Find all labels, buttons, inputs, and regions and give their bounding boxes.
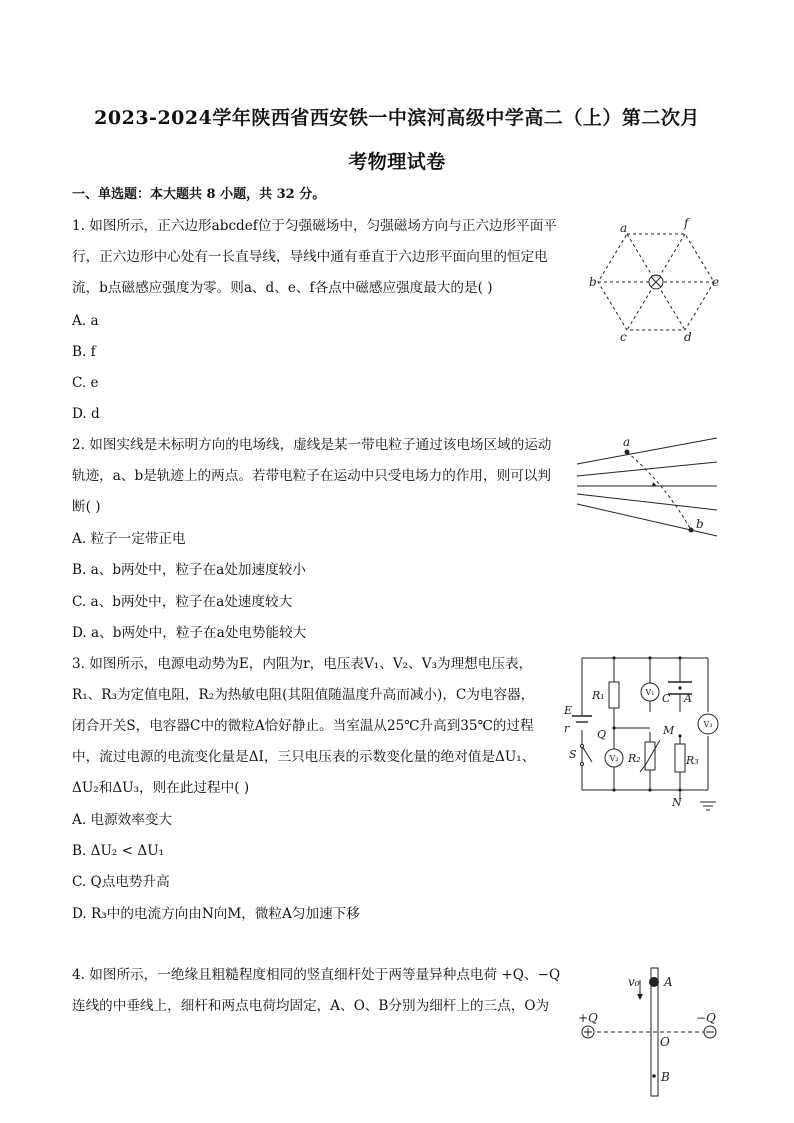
q4-text-line-2: 连线的中垂线上，细杆和两点电荷均固定，A、O、B分别为细杆上的三点，O为 <box>72 998 550 1014</box>
positive-charge-icon <box>582 1026 594 1038</box>
q2-text-line-3: 断( ) <box>72 499 101 515</box>
label-V2: V₂ <box>609 754 619 763</box>
label-V1: V₁ <box>645 688 655 697</box>
q3-option-b: B. ΔU₂ < ΔU₁ <box>72 843 165 859</box>
q3-text-line-5: ΔU₂和ΔU₃，则在此过程中( ) <box>72 780 250 796</box>
label-v0: v₀ <box>628 975 640 989</box>
battery-icon <box>572 716 592 722</box>
label-f: f <box>684 216 689 230</box>
q2-option-b: B. a、b两处中，粒子在a处加速度较小 <box>72 562 306 578</box>
label-M: M <box>663 724 675 737</box>
label-b: b <box>589 275 597 289</box>
label-c: c <box>620 330 627 344</box>
label-A: A <box>664 975 673 989</box>
exam-title-line-1: 2023-2024学年陕西省西安铁一中滨河高级中学高二（上）第二次月 <box>94 107 700 129</box>
q1-text-line-2: 行，正六边形中心处有一长直导线，导线中通有垂直于六边形平面向里的恒定电 <box>72 249 548 265</box>
q3-option-c: C. Q点电势升高 <box>72 874 170 890</box>
q2-option-c: C. a、b两处中，粒子在a处速度较大 <box>72 594 293 610</box>
q2-text-line-1: 2. 如图实线是未标明方向的电场线，虚线是某一带电粒子通过该电场区域的运动 <box>72 437 552 453</box>
label-R3: R₃ <box>686 754 699 767</box>
label-a: a <box>620 221 628 235</box>
q3-text-line-4: 中，流过电源的电流变化量是ΔI，三只电压表的示数变化量的绝对值是ΔU₁、 <box>72 749 536 765</box>
label-a: a <box>623 435 631 449</box>
label-V3: V₃ <box>703 720 713 729</box>
q1-text-line-1: 1. 如图所示，正六边形abcdef位于匀强磁场中，匀强磁场方向与正六边形平面平 <box>72 218 557 234</box>
q3-text-line-1: 3. 如图所示，电源电动势为E，内阻为r，电压表V₁、V₂、V₃为理想电压表， <box>72 656 533 672</box>
label-B: B <box>661 1070 670 1084</box>
q1-option-d: D. d <box>72 406 100 422</box>
q3-option-a: A. 电源效率变大 <box>72 812 173 828</box>
q3-text-line-2: R₁、R₃为定值电阻，R₂为热敏电阻(其阻值随温度升高而减小)，C为电容器， <box>72 687 535 703</box>
thermistor-r2 <box>640 740 660 772</box>
q1-option-c: C. e <box>72 375 99 391</box>
negative-charge-icon <box>704 1026 716 1038</box>
q2-option-d: D. a、b两处中，粒子在a处电势能较大 <box>72 625 307 641</box>
q1-option-a: A. a <box>72 313 99 329</box>
q3-text-line-3: 闭合开关S，电容器C中的微粒A恰好静止。当室温从25℃升高到35℃的过程 <box>72 718 534 734</box>
label-plus-q: +Q <box>578 1011 598 1025</box>
section-header: 一、单选题：本大题共 8 小题，共 32 分。 <box>72 187 326 202</box>
label-E: E <box>564 704 573 717</box>
label-d: d <box>684 330 692 344</box>
electric-field-figure <box>575 432 723 544</box>
exam-title-line-2: 考物理试卷 <box>348 151 446 173</box>
label-R2: R₂ <box>628 752 641 765</box>
label-O: O <box>660 1035 670 1049</box>
charges-rod-figure <box>570 962 730 1102</box>
label-b: b <box>696 517 704 531</box>
label-Q: Q <box>597 728 607 741</box>
label-minus-q: −Q <box>696 1011 716 1025</box>
resistor-r3 <box>675 744 685 772</box>
label-S: S <box>569 748 577 761</box>
label-r: r <box>564 722 570 735</box>
label-C: C <box>662 692 671 705</box>
resistor-r1 <box>609 682 619 708</box>
q2-text-line-2: 轨迹，a、b是轨迹上的两点。若带电粒子在运动中只受电场力的作用，则可以判 <box>72 468 551 484</box>
label-R1: R₁ <box>592 689 605 702</box>
label-N: N <box>672 796 682 809</box>
label-e: e <box>712 275 720 289</box>
q4-text-line-1: 4. 如图所示，一绝缘且粗糙程度相同的竖直细杆处于两等量异种点电荷 +Q、−Q <box>72 967 561 983</box>
q1-option-b: B. f <box>72 344 96 360</box>
q2-option-a: A. 粒子一定带正电 <box>72 531 186 547</box>
wire-into-page-icon <box>649 275 663 289</box>
q3-option-d: D. R₃中的电流方向由N向M，微粒A匀加速下移 <box>72 906 360 922</box>
q1-text-line-3: 流，b点磁感应强度为零。则a、d、e、f各点中磁感应强度最大的是( ) <box>72 280 493 296</box>
label-A: A <box>684 692 692 705</box>
hexagon-figure <box>580 210 730 350</box>
circuit-figure <box>560 650 730 820</box>
